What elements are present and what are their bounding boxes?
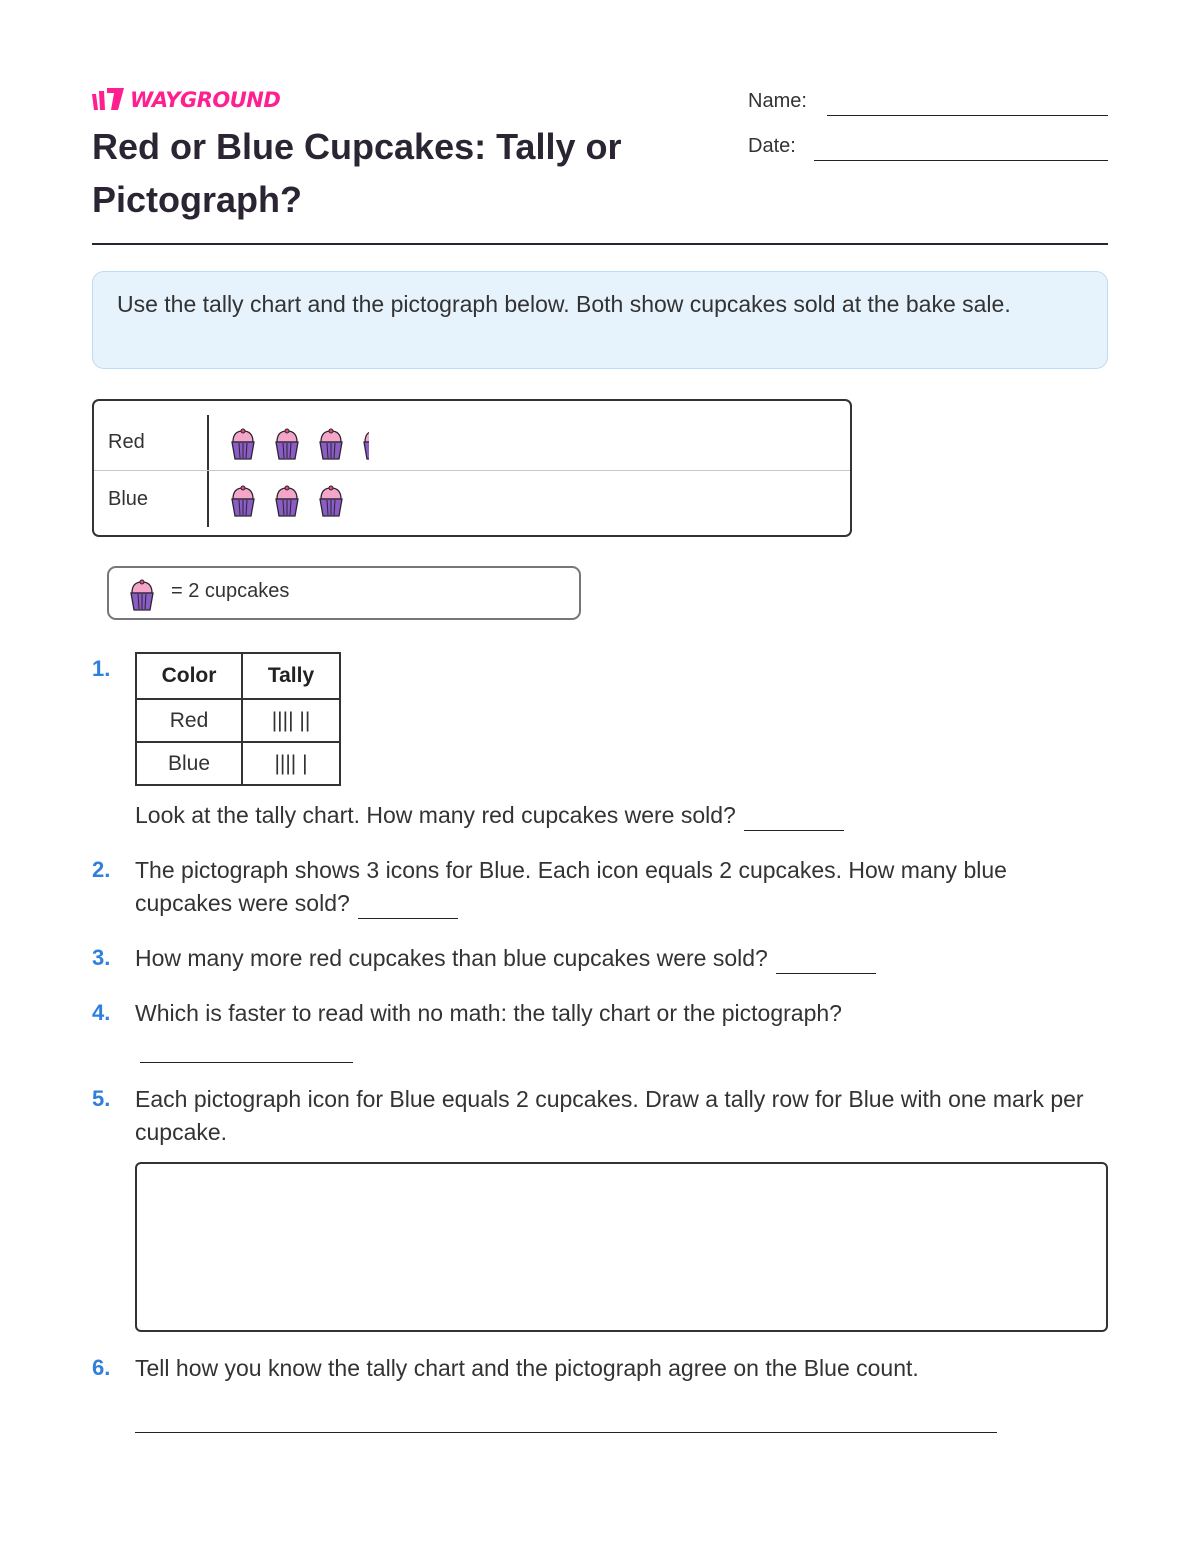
table-row — [136, 742, 340, 785]
question-5 — [135, 1083, 1095, 1149]
question-number: 2. — [92, 857, 111, 882]
tally-color-cell: Blue — [136, 742, 242, 785]
cupcake-icon — [129, 578, 155, 612]
name-field[interactable] — [748, 88, 1108, 118]
question-text: Look at the tally chart. How many red cupcakes were sold? — [135, 802, 736, 828]
cupcake-icon — [318, 427, 344, 461]
tally-color-cell: Red — [136, 699, 242, 742]
question-text: Each pictograph icon for Blue equals 2 cupcakes. Draw a tally row for Blue with one mark per cupcake. — [135, 1086, 1084, 1145]
tally-chart — [135, 652, 341, 786]
tally-header-tally: Tally — [242, 653, 340, 699]
brand-name: WAYGROUND — [130, 88, 281, 112]
answer-blank[interactable] — [776, 951, 876, 974]
header-divider — [92, 243, 1108, 245]
cupcake-icon — [230, 484, 256, 518]
cupcake-icon — [230, 427, 256, 461]
answer-line[interactable] — [140, 1062, 353, 1063]
question-number: 5. — [92, 1086, 111, 1111]
question-6 — [135, 1352, 919, 1385]
tally-marks-cell: |||| || — [242, 699, 340, 742]
pictograph-row-label: Blue — [108, 488, 149, 510]
answer-blank[interactable] — [358, 896, 458, 919]
pictograph-key — [107, 566, 581, 620]
question-text: The pictograph shows 3 icons for Blue. Each icon equals 2 cupcakes. How many blue cupcakes were sold? — [135, 857, 1007, 916]
date-label: Date: — [748, 135, 796, 157]
question-text: How many more red cupcakes than blue cupcakes were sold? — [135, 945, 768, 971]
drawing-answer-box[interactable] — [135, 1162, 1108, 1332]
question-number: 1. — [92, 656, 111, 681]
instructions-text: Use the tally chart and the pictograph below. Both show cupcakes sold at the bake sale. — [117, 291, 1011, 317]
table-row — [136, 699, 340, 742]
cupcake-icon — [274, 484, 300, 518]
tally-header-color: Color — [136, 653, 242, 699]
cupcake-icon-partial — [362, 427, 369, 461]
cupcake-icon — [318, 484, 344, 518]
date-field[interactable] — [748, 133, 1108, 163]
pictograph — [92, 399, 852, 537]
cupcake-icon — [274, 427, 300, 461]
question-2 — [135, 854, 1095, 920]
question-number: 3. — [92, 945, 111, 970]
pictograph-row-divider — [94, 470, 850, 471]
brand-logo — [92, 86, 280, 114]
question-4 — [135, 997, 842, 1030]
question-number: 6. — [92, 1355, 111, 1380]
pictograph-row-blue — [94, 472, 850, 530]
pictograph-key-text: = 2 cupcakes — [171, 580, 290, 602]
tally-header-row — [136, 653, 340, 699]
question-number: 4. — [92, 1000, 111, 1025]
date-line[interactable] — [814, 160, 1108, 161]
tally-marks-cell: |||| | — [242, 742, 340, 785]
wayground-logo-icon — [92, 88, 124, 112]
instructions-box — [92, 271, 1108, 369]
answer-line[interactable] — [135, 1432, 997, 1433]
page-title: Red or Blue Cupcakes: Tally or Pictograph? — [92, 126, 622, 220]
pictograph-row-red — [94, 415, 850, 473]
question-text: Tell how you know the tally chart and the pictograph agree on the Blue count. — [135, 1355, 919, 1381]
question-text: Which is faster to read with no math: the tally chart or the pictograph? — [135, 1000, 842, 1026]
name-label: Name: — [748, 90, 807, 112]
name-line[interactable] — [827, 115, 1108, 116]
pictograph-row-label: Red — [108, 431, 145, 453]
question-1 — [135, 799, 844, 832]
question-3 — [135, 942, 876, 975]
answer-blank[interactable] — [744, 808, 844, 831]
